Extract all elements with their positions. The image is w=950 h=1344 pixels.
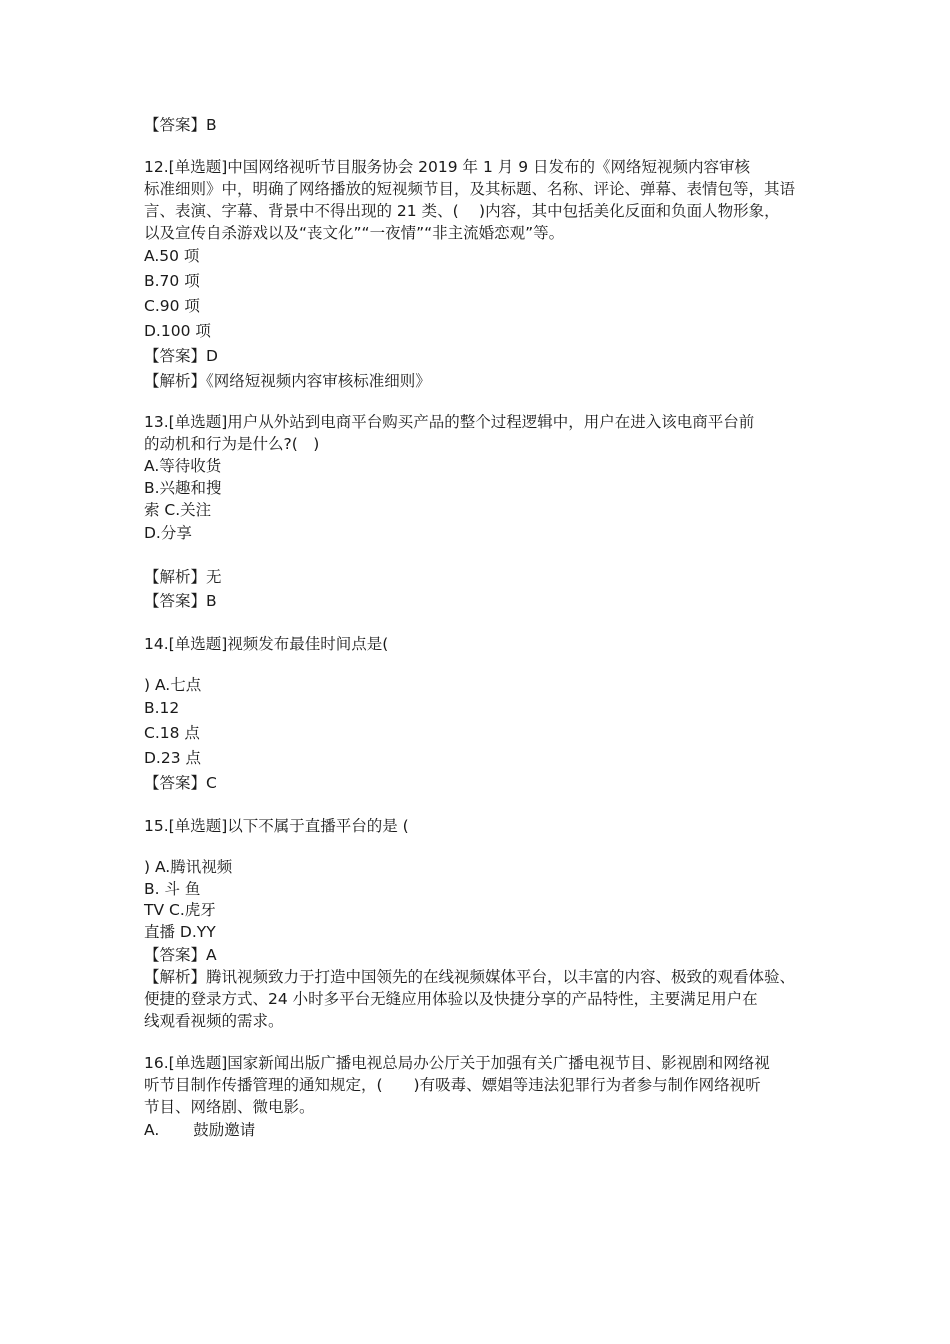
analysis-line: 线观看视频的需求。 <box>144 1012 284 1030</box>
option-a <box>144 1119 255 1141</box>
question-12-text: 以及宣传自杀游戏以及“丧文化”“一夜情”“非主流婚恋观”等。 <box>144 224 565 242</box>
option-b: B.兴趣和搜 <box>144 479 222 497</box>
option-d: 直播 D.YY <box>144 923 216 941</box>
question-14-text: 14.[单选题]视频发布最佳时间点是( <box>144 635 389 653</box>
analysis-line: 便捷的登录方式、24 小时多平台无缝应用体验以及快捷分享的产品特性，主要满足用户在 <box>144 990 758 1008</box>
analysis-line: 【解析】无 <box>144 568 222 586</box>
question-15-text: 15.[单选题]以下不属于直播平台的是 ( <box>144 817 409 835</box>
option-a: ) A.腾讯视频 <box>144 858 233 876</box>
analysis-line: 【解析】腾讯视频致力于打造中国领先的在线视频媒体平台，以丰富的内容、极致的观看体验、 <box>144 968 796 986</box>
option-b: B.12 <box>144 699 180 717</box>
option-c: C.90 项 <box>144 297 200 315</box>
question-16-text: 节目、网络剧、微电影。 <box>144 1098 315 1116</box>
answer-line: 【答案】C <box>144 774 217 792</box>
option-d: D.分享 <box>144 524 192 542</box>
question-13-text: 的动机和行为是什么?( ) <box>144 435 320 453</box>
option-c: C.18 点 <box>144 724 200 742</box>
option-c: TV C.虎牙 <box>144 901 216 919</box>
analysis-line: 【解析】《网络短视频内容审核标准细则》 <box>144 372 431 390</box>
question-13-text: 13.[单选题]用户从外站到电商平台购买产品的整个过程逻辑中，用户在进入该电商平台前 <box>144 413 755 431</box>
question-16-text: 16.[单选题]国家新闻出版广播电视总局办公厅关于加强有关广播电视节目、影视剧和网络视 <box>144 1054 770 1072</box>
answer-line: 【答案】B <box>144 116 217 134</box>
question-12-text: 标准细则》中，明确了网络播放的短视频节目，及其标题、名称、评论、弹幕、表情包等，其语 <box>144 180 796 198</box>
answer-line: 【答案】A <box>144 946 217 964</box>
question-16-text: 听节目制作传播管理的通知规定，( )有吸毒、嫖娼等违法犯罪行为者参与制作网络视听 <box>144 1076 761 1094</box>
answer-line: 【答案】B <box>144 592 217 610</box>
option-a: ) A.七点 <box>144 676 202 694</box>
answer-line: 【答案】D <box>144 347 218 365</box>
question-12-text: 言、表演、字幕、背景中不得出现的 21 类、( )内容，其中包括美化反面和负面人物形象， <box>144 202 780 220</box>
option-c: 索 C.关注 <box>144 501 212 519</box>
option-d: D.23 点 <box>144 749 202 767</box>
option-a: A.等待收货 <box>144 457 222 475</box>
option-letter: A. <box>144 1121 160 1139</box>
option-text: 鼓励邀请 <box>193 1121 256 1139</box>
question-12-text: 12.[单选题]中国网络视听节目服务协会 2019 年 1 月 9 日发布的《网络短视频内容审核 <box>144 158 750 176</box>
option-b: B. 斗 鱼 <box>144 880 201 898</box>
option-d: D.100 项 <box>144 322 211 340</box>
option-b: B.70 项 <box>144 272 200 290</box>
option-a: A.50 项 <box>144 247 200 265</box>
